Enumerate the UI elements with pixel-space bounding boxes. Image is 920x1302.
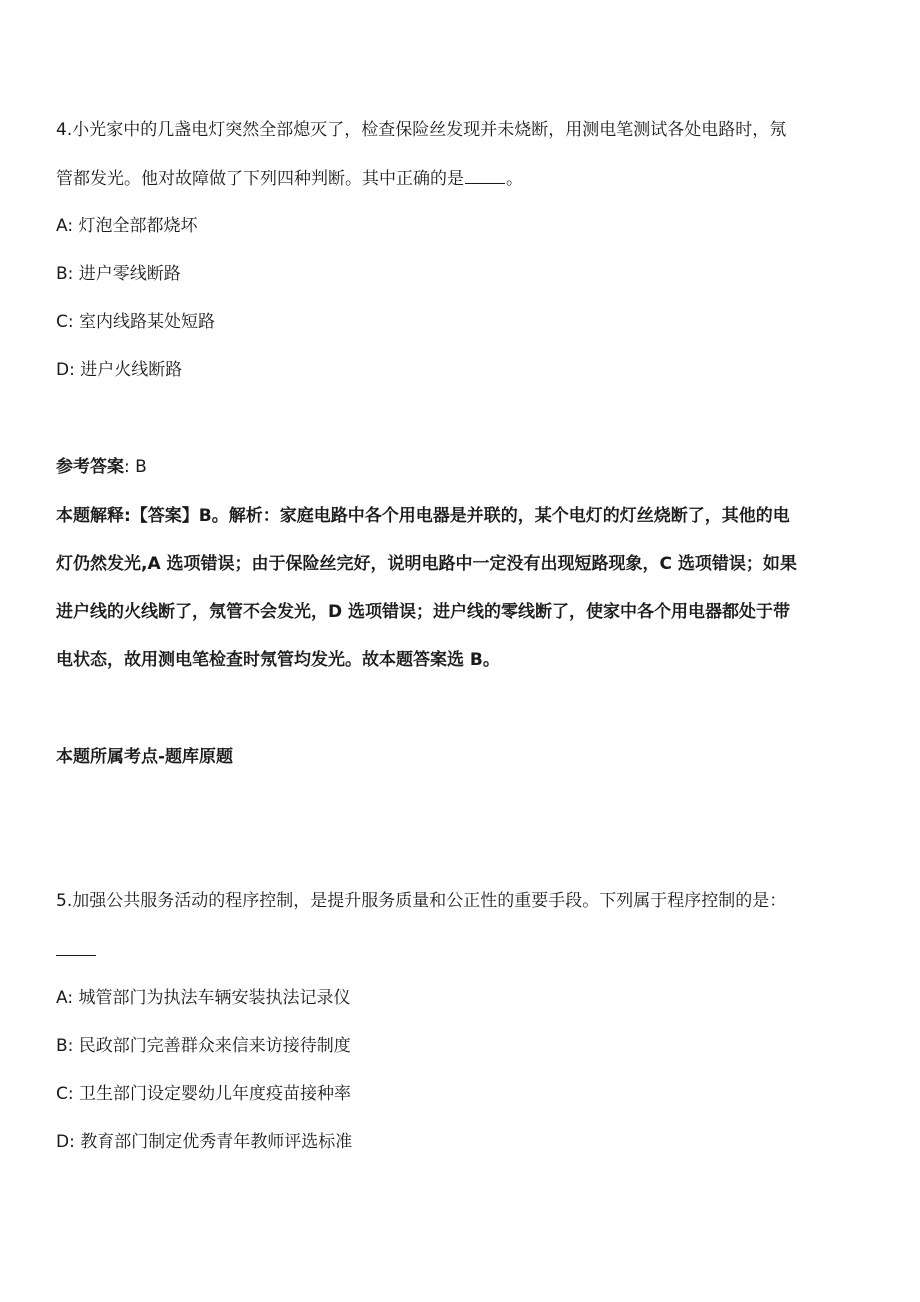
q4-explain-line3: 进户线的火线断了，氖管不会发光，D 选项错误；进户线的零线断了，使家中各个用电器都处于带 [56,602,791,622]
q4-option-a: A: 灯泡全部都烧坏 [56,216,198,236]
q5-answer-blank [56,955,96,956]
q4-answer-label: 参考答案 [56,457,124,477]
q4-explain-text1: :【答案】B。解析：家庭电路中各个用电器是并联的，某个电灯的灯丝烧断了，其他的电 [124,506,790,526]
q4-option-c: C: 室内线路某处短路 [56,312,216,332]
q5-option-b: B: 民政部门完善群众来信来访接待制度 [56,1036,351,1056]
q4-explain-label: 本题解释 [56,506,124,526]
q4-answer-blank [465,167,505,184]
q4-explain-line2: 灯仍然发光,A 选项错误；由于保险丝完好，说明电路中一定没有出现短路现象，C 选项错误；如果 [56,554,797,574]
q4-answer-value: : B [124,457,147,477]
q4-topic: 本题所属考点-题库原题 [56,747,234,767]
q5-option-a: A: 城管部门为执法车辆安装执法记录仪 [56,988,351,1008]
q5-stem-line1: 5.加强公共服务活动的程序控制，是提升服务质量和公正性的重要手段。下列属于程序控制的是： [56,891,787,911]
q4-explain-line1 [56,504,790,528]
q4-stem-line2 [56,167,523,191]
q5-option-c: C: 卫生部门设定婴幼儿年度疫苗接种率 [56,1084,352,1104]
q4-answer [56,455,147,479]
q4-option-d: D: 进户火线断路 [56,360,183,380]
q4-option-b: B: 进户零线断路 [56,264,181,284]
q5-option-d: D: 教育部门制定优秀青年教师评选标准 [56,1132,353,1152]
q4-stem-line2-end: 。 [506,169,523,189]
q4-stem-line1: 4.小光家中的几盏电灯突然全部熄灭了，检查保险丝发现并未烧断，用测电笔测试各处电路时，氖 [56,120,787,140]
q4-explain-line4: 电状态，故用测电笔检查时氖管均发光。故本题答案选 B。 [56,650,500,670]
q4-stem-line2-text: 管都发光。他对故障做了下列四种判断。其中正确的是 [56,169,464,189]
